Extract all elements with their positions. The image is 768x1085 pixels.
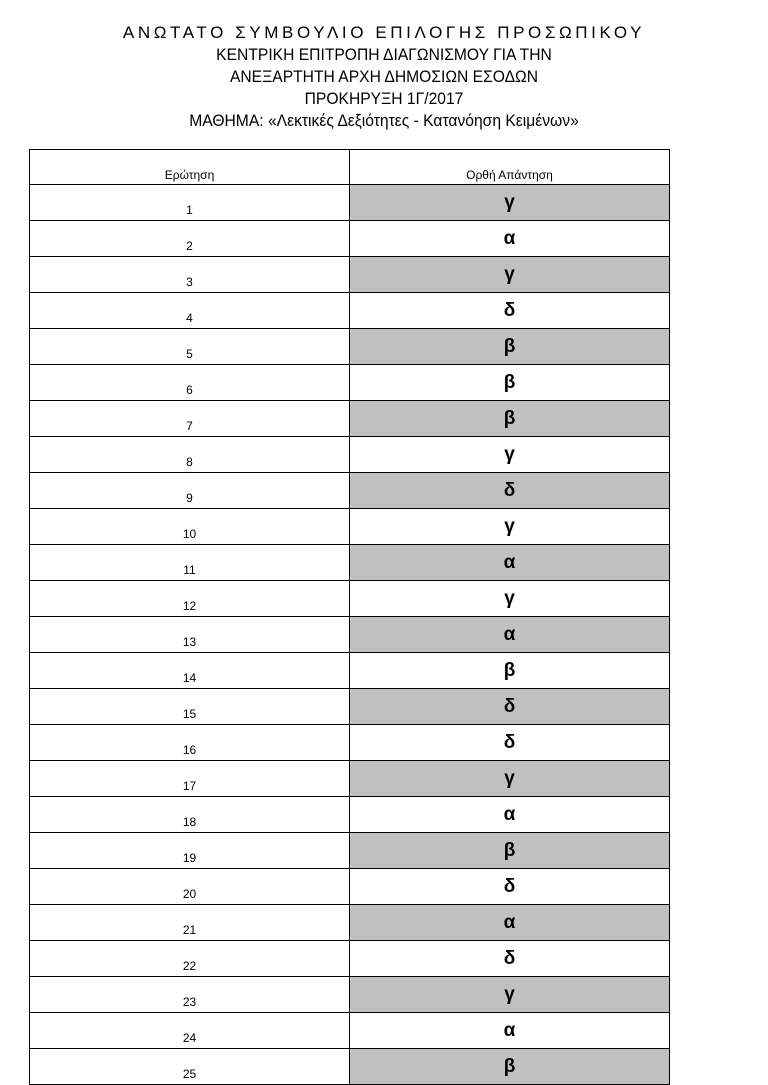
table-row (30, 185, 670, 221)
correct-answer: δ (350, 869, 670, 905)
question-number: 4 (30, 293, 350, 329)
correct-answer: α (350, 797, 670, 833)
correct-answer: β (350, 329, 670, 365)
correct-answer: α (350, 905, 670, 941)
correct-answer: β (350, 833, 670, 869)
table-row (30, 977, 670, 1013)
table-row (30, 617, 670, 653)
header-organization: ΑΝΩΤΑΤΟ ΣΥΜΒΟΥΛΙΟ ΕΠΙΛΟΓΗΣ ΠΡΟΣΩΠΙΚΟΥ (122, 23, 646, 42)
table-row (30, 941, 670, 977)
correct-answer: α (350, 1013, 670, 1049)
question-number: 10 (30, 509, 350, 545)
table-row (30, 437, 670, 473)
table-row (30, 869, 670, 905)
table-row (30, 257, 670, 293)
table-row (30, 1013, 670, 1049)
question-number: 15 (30, 689, 350, 725)
question-number: 9 (30, 473, 350, 509)
question-number: 2 (30, 221, 350, 257)
question-number: 6 (30, 365, 350, 401)
table-row (30, 293, 670, 329)
correct-answer: α (350, 545, 670, 581)
correct-answer: γ (350, 509, 670, 545)
question-number: 1 (30, 185, 350, 221)
question-number: 25 (30, 1049, 350, 1085)
question-number: 22 (30, 941, 350, 977)
table-row (30, 833, 670, 869)
correct-answer: δ (350, 725, 670, 761)
correct-answer: β (350, 1049, 670, 1085)
table-row (30, 509, 670, 545)
table-row (30, 545, 670, 581)
question-number: 8 (30, 437, 350, 473)
table-row (30, 797, 670, 833)
question-number: 5 (30, 329, 350, 365)
question-number: 18 (30, 797, 350, 833)
correct-answer: α (350, 617, 670, 653)
question-number: 3 (30, 257, 350, 293)
answer-rows (30, 185, 670, 1085)
correct-answer: γ (350, 257, 670, 293)
header-subject: ΜΑΘΗΜΑ: «Λεκτικές Δεξιότητες - Κατανόηση Κειμένων» (189, 111, 579, 130)
correct-answer: γ (350, 185, 670, 221)
header-committee: ΚΕΝΤΡΙΚΗ ΕΠΙΤΡΟΠΗ ΔΙΑΓΩΝΙΣΜΟΥ ΓΙΑ ΤΗΝ (216, 45, 552, 64)
correct-answer: γ (350, 761, 670, 797)
table-row (30, 1049, 670, 1085)
correct-answer: β (350, 653, 670, 689)
table-row (30, 329, 670, 365)
table-row (30, 473, 670, 509)
table-header-row (30, 150, 670, 185)
correct-answer: β (350, 365, 670, 401)
table-row (30, 581, 670, 617)
table-row (30, 905, 670, 941)
table-row (30, 221, 670, 257)
correct-answer: δ (350, 293, 670, 329)
question-number: 7 (30, 401, 350, 437)
question-number: 23 (30, 977, 350, 1013)
question-number: 13 (30, 617, 350, 653)
table-row (30, 761, 670, 797)
correct-answer: β (350, 401, 670, 437)
table-row (30, 653, 670, 689)
correct-answer: δ (350, 473, 670, 509)
document-header (0, 22, 768, 132)
question-number: 16 (30, 725, 350, 761)
column-header-answer: Ορθή Απάντηση (350, 150, 670, 185)
column-header-question: Ερώτηση (30, 150, 350, 185)
table-row (30, 365, 670, 401)
question-number: 11 (30, 545, 350, 581)
correct-answer: γ (350, 977, 670, 1013)
question-number: 20 (30, 869, 350, 905)
table-row (30, 689, 670, 725)
question-number: 17 (30, 761, 350, 797)
correct-answer: δ (350, 689, 670, 725)
table-row (30, 725, 670, 761)
header-announcement: ΠΡΟΚΗΡΥΞΗ 1Γ/2017 (304, 89, 464, 108)
question-number: 24 (30, 1013, 350, 1049)
question-number: 14 (30, 653, 350, 689)
table-row (30, 401, 670, 437)
correct-answer: α (350, 221, 670, 257)
header-authority: ΑΝΕΞΑΡΤΗΤΗ ΑΡΧΗ ΔΗΜΟΣΙΩΝ ΕΣΟΔΩΝ (229, 67, 539, 86)
correct-answer: γ (350, 581, 670, 617)
correct-answer: δ (350, 941, 670, 977)
question-number: 21 (30, 905, 350, 941)
answer-key-table (29, 149, 670, 1085)
question-number: 12 (30, 581, 350, 617)
correct-answer: γ (350, 437, 670, 473)
question-number: 19 (30, 833, 350, 869)
